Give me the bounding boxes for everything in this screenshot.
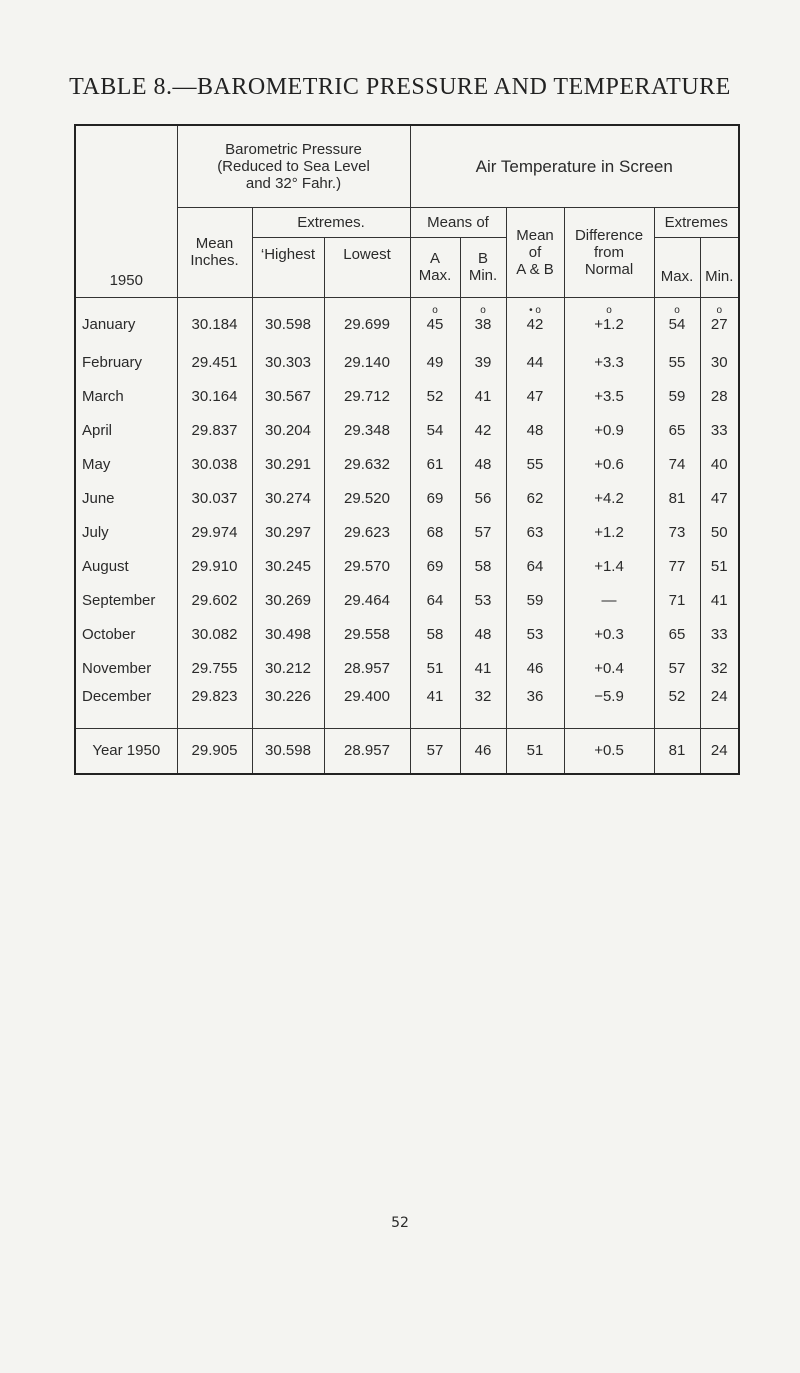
mean-ab: 48 — [506, 414, 564, 448]
highest-header: ‘Highest — [252, 237, 324, 297]
b-min: 38 — [460, 316, 506, 346]
b-min: 41 — [460, 380, 506, 414]
mean-inches: 29.910 — [177, 550, 252, 584]
total-a-max: 57 — [410, 728, 460, 774]
ext-min: 32 — [700, 652, 739, 686]
total-lowest: 28.957 — [324, 728, 410, 774]
blank-cell — [252, 297, 324, 316]
b-min: 58 — [460, 550, 506, 584]
mean-inches: 29.823 — [177, 686, 252, 729]
b-min: 56 — [460, 482, 506, 516]
ext-min: 27 — [700, 316, 739, 346]
mean-ab: 53 — [506, 618, 564, 652]
lowest-pressure: 29.632 — [324, 448, 410, 482]
table-row — [75, 482, 739, 516]
mean-ab: 44 — [506, 346, 564, 380]
mean-inches: 30.082 — [177, 618, 252, 652]
total-mean: 29.905 — [177, 728, 252, 774]
total-label: Year 1950 — [75, 728, 177, 774]
table-title: TABLE 8.—BAROMETRIC PRESSURE AND TEMPERATURE — [69, 74, 731, 100]
ext-min: 50 — [700, 516, 739, 550]
ext-min: 33 — [700, 618, 739, 652]
degree-mark: o — [564, 297, 654, 316]
mean-ab: 42 — [506, 316, 564, 346]
a-max: 51 — [410, 652, 460, 686]
ext-max: 57 — [654, 652, 700, 686]
b-min: 57 — [460, 516, 506, 550]
lowest-pressure: 29.400 — [324, 686, 410, 729]
max-header: Max. — [654, 237, 700, 297]
ext-min: 51 — [700, 550, 739, 584]
lowest-pressure: 29.348 — [324, 414, 410, 448]
page-number: 52 — [391, 1215, 409, 1231]
highest-pressure: 30.274 — [252, 482, 324, 516]
highest-pressure: 30.291 — [252, 448, 324, 482]
highest-pressure: 30.269 — [252, 584, 324, 618]
mean-ab-header: Mean of A & B — [506, 207, 564, 297]
blank-cell — [324, 297, 410, 316]
lowest-pressure: 29.140 — [324, 346, 410, 380]
difference: +3.3 — [564, 346, 654, 380]
highest-pressure: 30.297 — [252, 516, 324, 550]
a-max-header: A Max. — [410, 237, 460, 297]
table-row — [75, 414, 739, 448]
difference: +1.4 — [564, 550, 654, 584]
highest-pressure: 30.226 — [252, 686, 324, 729]
mean-ab: 62 — [506, 482, 564, 516]
highest-pressure: 30.498 — [252, 618, 324, 652]
mean-inches: 29.602 — [177, 584, 252, 618]
ext-max: 73 — [654, 516, 700, 550]
degree-mark: o — [410, 297, 460, 316]
total-ext-min: 24 — [700, 728, 739, 774]
highest-pressure: 30.598 — [252, 316, 324, 346]
month-name: August — [75, 550, 177, 584]
lowest-pressure: 29.699 — [324, 316, 410, 346]
ext-max: 77 — [654, 550, 700, 584]
min-header: Min. — [700, 237, 739, 297]
mean-ab: 55 — [506, 448, 564, 482]
table-row — [75, 550, 739, 584]
a-max: 64 — [410, 584, 460, 618]
mean-inches: 29.837 — [177, 414, 252, 448]
lowest-pressure: 29.558 — [324, 618, 410, 652]
lowest-pressure: 29.520 — [324, 482, 410, 516]
ext-max: 52 — [654, 686, 700, 729]
highest-pressure: 30.245 — [252, 550, 324, 584]
month-name: November — [75, 652, 177, 686]
difference-header: Difference from Normal — [564, 207, 654, 297]
difference: +0.6 — [564, 448, 654, 482]
ext-max: 65 — [654, 414, 700, 448]
mean-inches: 29.451 — [177, 346, 252, 380]
ext-min: 33 — [700, 414, 739, 448]
a-max: 69 — [410, 482, 460, 516]
month-name: July — [75, 516, 177, 550]
table-row — [75, 584, 739, 618]
b-min: 41 — [460, 652, 506, 686]
a-max: 41 — [410, 686, 460, 729]
air-temperature-group-header: Air Temperature in Screen — [410, 125, 739, 207]
degree-mark: o — [654, 297, 700, 316]
ext-min: 41 — [700, 584, 739, 618]
table-row — [75, 316, 739, 346]
ext-min: 28 — [700, 380, 739, 414]
month-name: September — [75, 584, 177, 618]
degree-mark: o — [700, 297, 739, 316]
ext-max: 55 — [654, 346, 700, 380]
a-max: 54 — [410, 414, 460, 448]
mean-ab: 36 — [506, 686, 564, 729]
table-row — [75, 448, 739, 482]
mean-ab: 63 — [506, 516, 564, 550]
lowest-pressure: 29.623 — [324, 516, 410, 550]
degree-mark: o — [460, 297, 506, 316]
a-max: 45 — [410, 316, 460, 346]
a-max: 58 — [410, 618, 460, 652]
a-max: 69 — [410, 550, 460, 584]
ext-min: 24 — [700, 686, 739, 729]
mean-inches: 30.184 — [177, 316, 252, 346]
ext-max: 59 — [654, 380, 700, 414]
total-difference: +0.5 — [564, 728, 654, 774]
highest-pressure: 30.204 — [252, 414, 324, 448]
month-name: February — [75, 346, 177, 380]
b-min: 48 — [460, 448, 506, 482]
a-max: 68 — [410, 516, 460, 550]
month-name: April — [75, 414, 177, 448]
extremes-baro-header: Extremes. — [252, 207, 410, 237]
b-min: 32 — [460, 686, 506, 729]
month-name: December — [75, 686, 177, 729]
table-row — [75, 618, 739, 652]
b-min: 39 — [460, 346, 506, 380]
pressure-temperature-table — [74, 124, 740, 775]
year-total-row — [75, 728, 739, 774]
total-mean-ab: 51 — [506, 728, 564, 774]
lowest-pressure: 28.957 — [324, 652, 410, 686]
total-b-min: 46 — [460, 728, 506, 774]
mean-ab: 64 — [506, 550, 564, 584]
month-name: January — [75, 316, 177, 346]
mean-inches: 30.037 — [177, 482, 252, 516]
difference: +0.9 — [564, 414, 654, 448]
month-name: October — [75, 618, 177, 652]
highest-pressure: 30.212 — [252, 652, 324, 686]
a-max: 61 — [410, 448, 460, 482]
table-body — [75, 297, 739, 728]
month-name: June — [75, 482, 177, 516]
ext-max: 74 — [654, 448, 700, 482]
a-max: 52 — [410, 380, 460, 414]
table-row — [75, 346, 739, 380]
lowest-pressure: 29.464 — [324, 584, 410, 618]
barometric-group-header: Barometric Pressure (Reduced to Sea Level and 32° Fahr.) — [177, 125, 410, 207]
means-of-header: Means of — [410, 207, 506, 237]
blank-cell — [177, 297, 252, 316]
difference: — — [564, 584, 654, 618]
blank-cell — [75, 297, 177, 316]
highest-pressure: 30.303 — [252, 346, 324, 380]
highest-pressure: 30.567 — [252, 380, 324, 414]
ext-max: 54 — [654, 316, 700, 346]
mean-ab: 46 — [506, 652, 564, 686]
difference: +0.3 — [564, 618, 654, 652]
difference: +1.2 — [564, 516, 654, 550]
b-min: 53 — [460, 584, 506, 618]
difference: +0.4 — [564, 652, 654, 686]
degree-marks-row — [75, 297, 739, 316]
total-highest: 30.598 — [252, 728, 324, 774]
year-header-label: 1950 — [109, 271, 143, 289]
ext-min: 30 — [700, 346, 739, 380]
lowest-pressure: 29.712 — [324, 380, 410, 414]
degree-mark: • o — [506, 297, 564, 316]
ext-max: 81 — [654, 482, 700, 516]
total-ext-max: 81 — [654, 728, 700, 774]
b-min: 48 — [460, 618, 506, 652]
mean-inches: 30.164 — [177, 380, 252, 414]
mean-inches: 29.755 — [177, 652, 252, 686]
difference: +3.5 — [564, 380, 654, 414]
difference: +1.2 — [564, 316, 654, 346]
table-row — [75, 652, 739, 686]
b-min-header: B Min. — [460, 237, 506, 297]
ext-min: 40 — [700, 448, 739, 482]
mean-ab: 47 — [506, 380, 564, 414]
table-row — [75, 686, 739, 729]
ext-min: 47 — [700, 482, 739, 516]
mean-inches-header: Mean Inches. — [177, 207, 252, 297]
table-row — [75, 516, 739, 550]
mean-ab: 59 — [506, 584, 564, 618]
difference: +4.2 — [564, 482, 654, 516]
difference: −5.9 — [564, 686, 654, 729]
mean-inches: 29.974 — [177, 516, 252, 550]
b-min: 42 — [460, 414, 506, 448]
year-header — [75, 125, 177, 297]
extremes-temp-header: Extremes — [654, 207, 739, 237]
table-row — [75, 380, 739, 414]
a-max: 49 — [410, 346, 460, 380]
mean-inches: 30.038 — [177, 448, 252, 482]
ext-max: 71 — [654, 584, 700, 618]
ext-max: 65 — [654, 618, 700, 652]
lowest-header: Lowest — [324, 237, 410, 297]
lowest-pressure: 29.570 — [324, 550, 410, 584]
month-name: May — [75, 448, 177, 482]
month-name: March — [75, 380, 177, 414]
